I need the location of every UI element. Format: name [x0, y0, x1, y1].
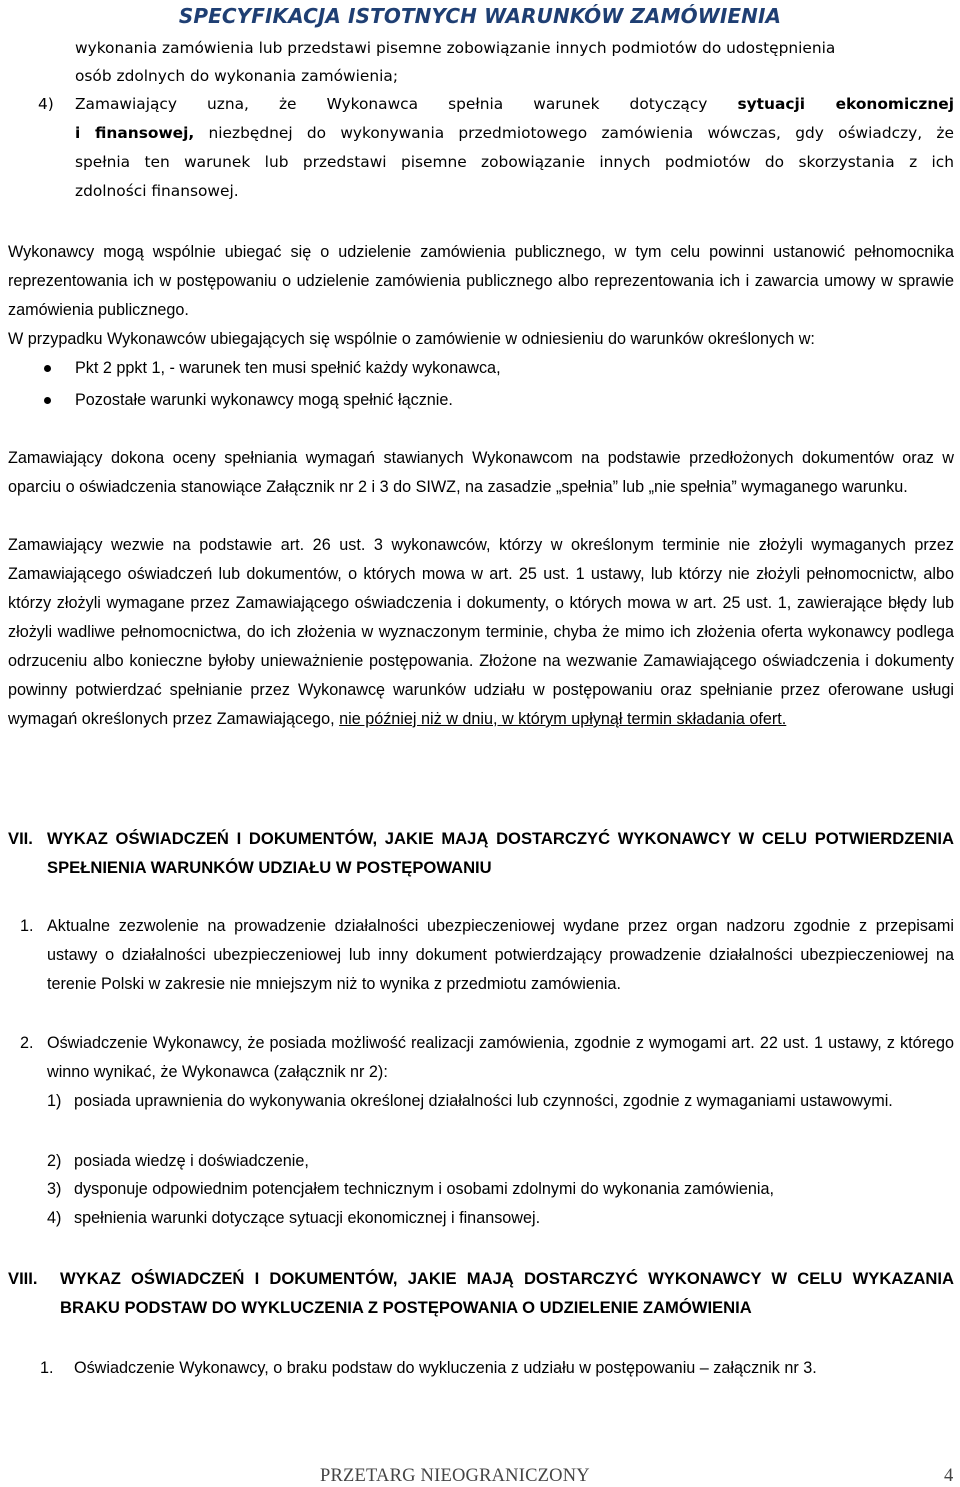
bullet-text: Pozostałe warunki wykonawcy mogą spełnić łącznie.: [75, 391, 453, 409]
sub-item-text: posiada uprawnienia do wykonywania określonej działalności lub czynności, zgodnie z wymaganiami ustawowymi.: [74, 1092, 893, 1110]
item-number: 4): [38, 95, 54, 113]
item-text: Oświadczenie Wykonawcy, że posiada możliwość realizacji zamówienia, zgodnie z wymogami art. 22 ust. 1 ustawy, z którego winno wynikać, że Wykonawca (załącznik nr 2):: [47, 1034, 954, 1081]
footer-label: PRZETARG NIEOGRANICZONY: [320, 1466, 590, 1486]
bullet-icon: [44, 397, 51, 404]
item-4-bold-1: sytuacji ekonomicznej: [737, 95, 954, 113]
section-7-number: VII.: [8, 829, 33, 848]
item-4-line-4: zdolności finansowej.: [75, 182, 239, 200]
item-4-line-3: spełnia ten warunek lub przedstawi pisemne zobowiązanie innych podmiotów do skorzystania z ich: [75, 153, 954, 171]
item-number: 1.: [20, 917, 34, 935]
deadline-underlined-text: nie później niż w dniu, w którym upłynął termin składania ofert.: [339, 710, 787, 728]
section-7-title: WYKAZ OŚWIADCZEŃ I DOKUMENTÓW, JAKIE MAJĄ DOSTARCZYĆ WYKONAWCY W CELU POTWIERDZENIA SPEŁNIENIA WARUNKÓW UDZIAŁU W POSTĘPOWANIU: [47, 829, 954, 877]
sub-item-number: 3): [47, 1180, 62, 1198]
sub-item-number: 2): [47, 1152, 62, 1170]
intro-line-2: osób zdolnych do wykonania zamówienia;: [75, 67, 399, 85]
sub-item-text: spełnienia warunki dotyczące sytuacji ekonomicznej i finansowej.: [74, 1209, 541, 1227]
sub-item-text: posiada wiedzę i doświadczenie,: [74, 1152, 309, 1170]
bullet-text: Pkt 2 ppkt 1, - warunek ten musi spełnić każdy wykonawca,: [75, 359, 501, 377]
assessment-paragraph-1: Zamawiający dokona oceny spełniania wymagań stawianych Wykonawcom na podstawie przedłożonych dokumentów oraz w oparciu o oświadczenia stanowiące Załącznik nr 2 i 3 do SIWZ, na zasadzie „spełnia” lub „nie spełnia” wymaganego warunku.: [8, 449, 954, 496]
item-text: Aktualne zezwolenie na prowadzenie działalności ubezpieczeniowej wydane przez organ nadzoru zgodnie z przepisami ustawy o działalności ubezpieczeniowej lub inny dokument potwierdzający prowadzenie działalności ubezpieczeniowej na terenie Polski w zakresie nie mniejszym niż to wynika z przedmiotu zamówienia.: [47, 917, 954, 993]
bullet-item: [8, 354, 954, 383]
sub-item-number: 4): [47, 1209, 62, 1227]
item-4-rest: niezbędnej do wykonywania przedmiotowego zamówienia wówczas, gdy oświadczy, że: [208, 124, 954, 142]
bullet-item: [8, 386, 954, 415]
sub-item-text: dysponuje odpowiednim potencjałem technicznym i osobami zdolnymi do wykonania zamówienia,: [74, 1180, 775, 1198]
item-number: 1.: [40, 1359, 54, 1377]
assessment-paragraph-2: [8, 531, 954, 734]
intro-line-1: wykonania zamówienia lub przedstawi pisemne zobowiązanie innych podmiotów do udostępnienia: [75, 39, 836, 57]
joint-paragraph: Wykonawcy mogą wspólnie ubiegać się o udzielenie zamówienia publicznego, w tym celu powinni ustanowić pełnomocnika reprezentowania ich w postępowaniu o udzielenie zamówienia publicznego albo reprezentowania ich i zawarcia umowy w sprawie zamówienia publicznego.: [8, 243, 954, 319]
joint-conditions-line: W przypadku Wykonawców ubiegających się wspólnie o zamówienie w odniesieniu do warunków określonych w:: [8, 330, 815, 348]
item-4-text: [75, 90, 954, 206]
assessment-paragraph-2-text: Zamawiający wezwie na podstawie art. 26 ust. 3 wykonawców, którzy w określonym terminie nie złożyli wymaganych przez Zamawiającego oświadczeń lub dokumentów, o których mowa w art. 25 ust. 1 ustawy, lub którzy nie złożyli pełnomocnictw, albo którzy złożyli wymagane przez Zamawiającego oświadczenia i dokumenty, o których mowa w art. 25 ust. 1, zawierające błędy lub złożyli wadliwe pełnomocnictwa, do ich złożenia w wyznaczonym terminie, chyba że mimo ich złożenia oferta wykonawcy podlega odrzuceniu albo konieczne byłoby unieważnienie postępowania. Złożone na wezwanie Zamawiającego oświadczenia i dokumenty powinny potwierdzać spełnianie przez Wykonawcę warunków udziału w postępowaniu oraz spełnianie przez oferowane usługi wymagań określonych przez Zamawiającego,: [8, 536, 954, 728]
bullet-icon: [44, 365, 51, 372]
item-text: Oświadczenie Wykonawcy, o braku podstaw do wykluczenia z udziału w postępowaniu – załącznik nr 3.: [74, 1359, 817, 1377]
section-8-number: VIII.: [8, 1269, 38, 1288]
page-header-title: SPECYFIKACJA ISTOTNYCH WARUNKÓW ZAMÓWIENIA: [178, 4, 782, 28]
item-4-pre: Zamawiający uzna, że Wykonawca spełnia warunek dotyczący: [75, 95, 708, 113]
section-8-title: WYKAZ OŚWIADCZEŃ I DOKUMENTÓW, JAKIE MAJĄ DOSTARCZYĆ WYKONAWCY W CELU WYKAZANIA BRAKU PODSTAW DO WYKLUCZENIA Z POSTĘPOWANIA O UDZIELENIE ZAMÓWIENIA: [60, 1269, 954, 1317]
item-4-bold-2: i finansowej,: [75, 124, 195, 142]
page-number: 4: [944, 1466, 954, 1486]
item-number: 2.: [20, 1034, 34, 1052]
sub-item-number: 1): [47, 1092, 62, 1110]
